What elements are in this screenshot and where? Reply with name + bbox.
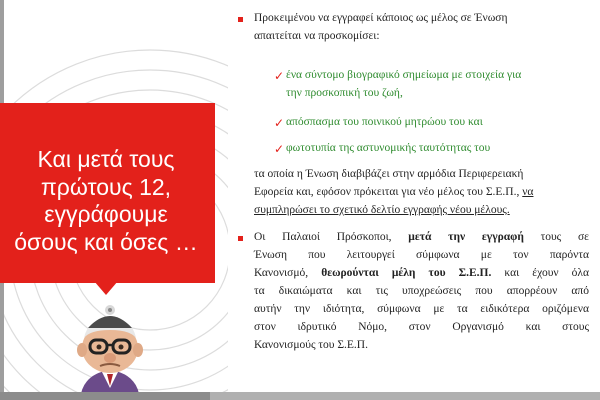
checklist-line: την προσκοπική του ζωή,: [286, 87, 403, 99]
section2-text: τους σε: [523, 231, 589, 243]
intro-line: απαιτείται να προσκομίσει:: [254, 30, 380, 42]
old-man-character-icon: [60, 288, 160, 400]
follow-underlined-line: συμπληρώσει το σχετικό δελτίο εγγραφής νέου μέλους.: [254, 204, 510, 216]
checklist-line: ένα σύντομο βιογραφικό σημείωμα με στοιχεία για: [286, 69, 522, 81]
bullet-square-icon: [238, 236, 243, 241]
callout-title-line: εγγράφουμε: [44, 201, 168, 227]
section2-line: Ένωση που λειτουργεί σύμφωνα με τον παρόντα: [254, 249, 589, 261]
callout-title-line: όσους και όσες …: [14, 228, 198, 255]
checklist-item: [286, 142, 586, 154]
checkmark-icon: ✓: [274, 69, 285, 83]
section2-text: Οι Παλαιοί Πρόσκοποι,: [254, 231, 409, 243]
bottom-bar-segment: [210, 392, 600, 400]
checklist-item: [286, 69, 586, 99]
section1-follow-text: [254, 168, 589, 216]
checklist-item: [286, 116, 586, 128]
section2-bold-text: μετά την εγγραφή: [408, 231, 524, 243]
section2-line: Κανονισμούς του Σ.Ε.Π.: [254, 339, 368, 351]
checklist-line: απόσπασμα του ποινικού μητρώου του και: [286, 116, 483, 128]
follow-line: [254, 186, 589, 198]
callout-title: [6, 146, 206, 256]
section2-text: Κανονισμό,: [254, 267, 322, 279]
bottom-bar: [0, 392, 600, 400]
checkmark-icon: ✓: [274, 116, 285, 130]
checklist-line: φωτοτυπία της αστυνομικής ταυτότητας του: [286, 142, 491, 154]
intro-line: Προκειμένου να εγγραφεί κάποιος ως μέλος σε Ένωση: [254, 12, 508, 24]
section2-bold-text: θεωρούνται μέλη του Σ.Ε.Π.: [321, 267, 492, 279]
follow-underlined-text: να: [522, 186, 534, 198]
callout-title-line: Και μετά τους: [37, 146, 175, 172]
section2-line: [254, 267, 589, 279]
section2-line: αυτήν την ιδιότητα, σύμφωνα με τα ειδικότερα οριζόμενα: [254, 303, 589, 315]
checkmark-icon: ✓: [274, 142, 285, 156]
section2-text: και έχουν όλα: [491, 267, 589, 279]
follow-text: Εφορεία και, εφόσον πρόκειται για νέο μέλος του Σ.Ε.Π.,: [254, 186, 523, 198]
section2-line: στον ιδρυτικό Νόμο, στον Οργανισμό και στους: [254, 321, 589, 333]
callout-title-line: πρώτους 12,: [40, 173, 172, 200]
section2-line: τα δικαιώματα και τις υποχρεώσεις που απορρέουν από: [254, 285, 589, 297]
section2-line: [254, 231, 589, 243]
follow-line: τα οποία η Ένωση διαβιβάζει στην αρμόδια Περιφερειακή: [254, 168, 524, 180]
section2-paragraph: [254, 231, 589, 351]
section1-intro: [254, 12, 589, 42]
bullet-square-icon: [238, 17, 243, 22]
